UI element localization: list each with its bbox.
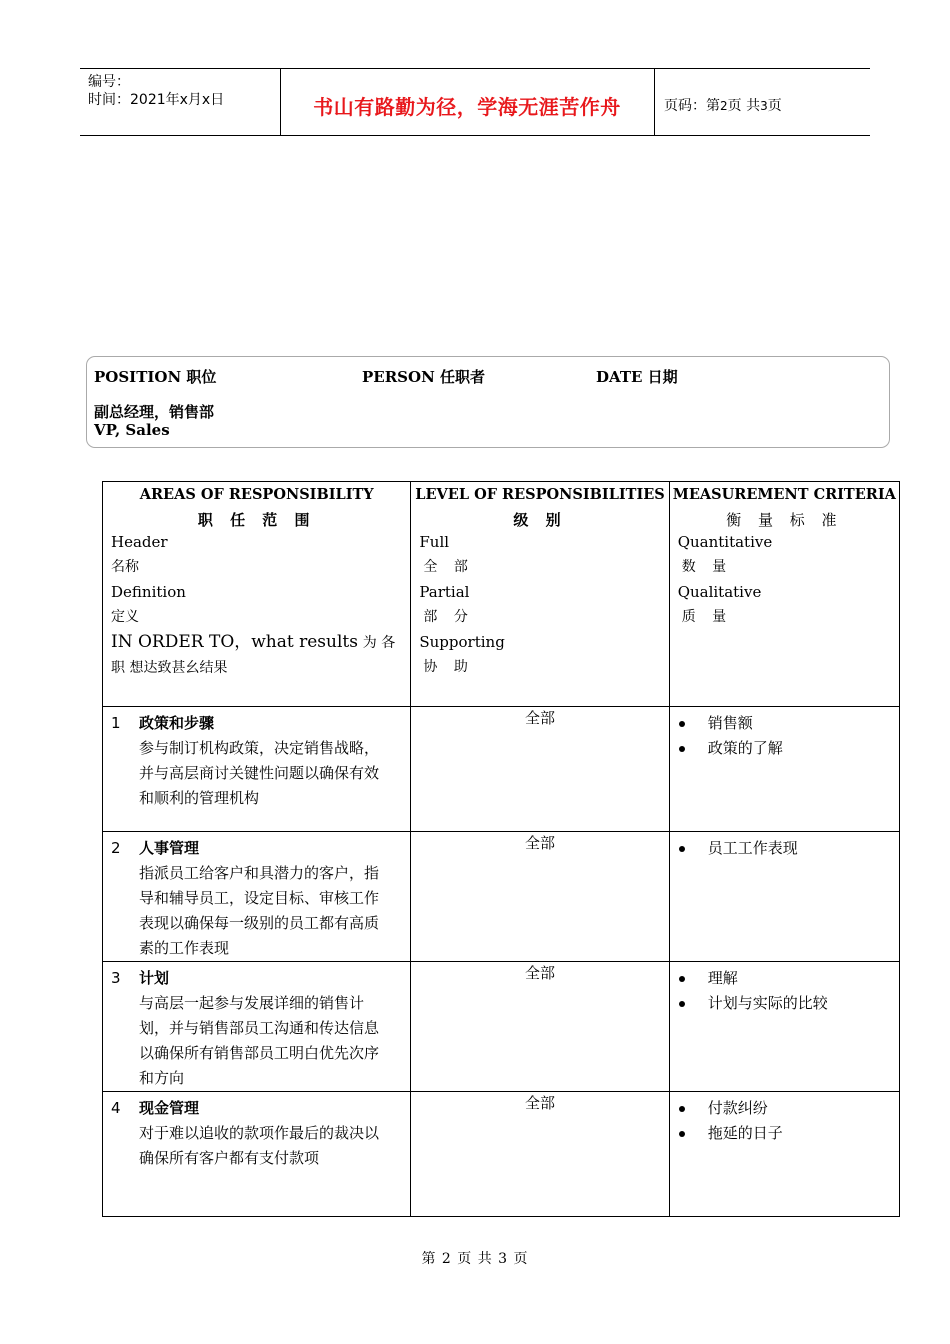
header-motto: 书山有路勤为径，学海无涯苦作舟 xyxy=(313,95,621,119)
row-title: 计划 xyxy=(139,969,170,987)
criteria-list xyxy=(670,711,899,761)
date-label: DATE 日期 xyxy=(596,368,678,386)
table-row xyxy=(103,832,900,962)
column-header-zh: 级 别 xyxy=(513,511,567,529)
description-line: 并与高层商讨关键性问题以确保有效 xyxy=(139,764,380,782)
legend-item: Full xyxy=(419,533,450,551)
legend-order-en: IN ORDER TO，what results xyxy=(111,632,358,652)
column-header-en: LEVEL OF RESPONSIBILITIES xyxy=(415,486,665,503)
row-title: 政策和步骤 xyxy=(139,714,215,732)
description-line: 与高层一起参与发展详细的销售计 xyxy=(139,994,365,1012)
level-cell: 全部 xyxy=(411,832,669,962)
area-cell xyxy=(103,707,411,832)
serial-label: 编号： xyxy=(88,74,130,90)
areas-legend xyxy=(103,530,410,681)
row-index: 3 xyxy=(111,969,121,987)
legend-item: 数 量 xyxy=(681,559,733,575)
header-page-number xyxy=(664,95,782,115)
list-item: 销售额 xyxy=(708,711,899,736)
levels-legend xyxy=(411,530,668,680)
legend-item: Header xyxy=(111,533,168,551)
description-line: 对于难以追收的款项作最后的裁决以 xyxy=(139,1124,380,1142)
criteria-cell xyxy=(669,707,899,832)
area-cell xyxy=(103,1092,411,1217)
row-title: 人事管理 xyxy=(139,839,200,857)
area-cell xyxy=(103,832,411,962)
page-prefix: 页码：第 xyxy=(664,98,720,114)
description-line: 和顺利的管理机构 xyxy=(139,789,260,807)
criteria-list xyxy=(670,1096,899,1146)
row-description xyxy=(103,861,410,961)
area-cell xyxy=(103,962,411,1092)
criteria-list xyxy=(670,966,899,1016)
description-line: 素的工作表现 xyxy=(139,939,230,957)
position-title xyxy=(94,403,214,439)
page-suffix: 页 xyxy=(767,98,782,114)
description-line: 参与制订机构政策，决定销售战略， xyxy=(139,739,380,757)
criteria-cell xyxy=(669,832,899,962)
legend-order-zh: 职 想达致甚幺结果 xyxy=(111,660,228,676)
table-row xyxy=(103,707,900,832)
page-header xyxy=(80,68,870,136)
description-line: 导和辅导员工，设定目标、审核工作 xyxy=(139,889,380,907)
header-meta xyxy=(88,73,278,109)
level-cell: 全部 xyxy=(411,962,669,1092)
row-description xyxy=(103,1121,410,1171)
criteria-legend xyxy=(670,530,899,630)
row-index: 2 xyxy=(111,839,121,857)
position-label: POSITION 职位 xyxy=(94,368,217,386)
list-item: 拖延的日子 xyxy=(708,1121,899,1146)
row-index: 1 xyxy=(111,714,121,732)
criteria-cell xyxy=(669,1092,899,1217)
description-line: 指派员工给客户和具潜力的客户，指 xyxy=(139,864,380,882)
table-header-row xyxy=(103,482,900,707)
position-title-en: VP, Sales xyxy=(94,421,170,439)
legend-item: Partial xyxy=(419,583,470,601)
column-header-en: AREAS OF RESPONSIBILITY xyxy=(139,486,374,503)
legend-order-zh: 为 各 xyxy=(362,635,396,651)
page-current: 2 xyxy=(720,99,728,113)
level-cell: 全部 xyxy=(411,1092,669,1217)
row-title: 现金管理 xyxy=(139,1099,200,1117)
date-label: 时间：2021年x月x日 xyxy=(88,92,225,108)
column-header-en: MEASUREMENT CRITERIA xyxy=(672,486,896,503)
list-item: 理解 xyxy=(708,966,899,991)
legend-item: 全 部 xyxy=(423,559,474,575)
legend-item: 协 助 xyxy=(423,659,474,675)
header-divider xyxy=(654,69,655,135)
legend-item: 定义 xyxy=(111,609,139,625)
description-line: 和方向 xyxy=(139,1069,185,1087)
column-header-zh: 职 任 范 围 xyxy=(197,511,316,529)
responsibility-table xyxy=(102,481,900,1217)
table-row xyxy=(103,962,900,1092)
page-mid: 页 共 xyxy=(727,98,761,114)
list-item: 付款纠纷 xyxy=(708,1096,899,1121)
legend-item: 质 量 xyxy=(681,609,733,625)
header-cell-criteria xyxy=(669,482,899,707)
column-header-zh: 衡 量 标 准 xyxy=(726,511,843,529)
row-description xyxy=(103,736,410,811)
legend-item: Quantitative xyxy=(677,533,773,551)
description-line: 以确保所有销售部员工明白优先次序 xyxy=(139,1044,380,1062)
description-line: 确保所有客户都有支付款项 xyxy=(139,1149,320,1167)
legend-item: 部 分 xyxy=(423,609,474,625)
position-title-zh: 副总经理，销售部 xyxy=(94,403,215,421)
position-box xyxy=(86,356,890,448)
row-index: 4 xyxy=(111,1099,121,1117)
criteria-cell xyxy=(669,962,899,1092)
description-line: 划，并与销售部员工沟通和传达信息 xyxy=(139,1019,380,1037)
header-cell-areas xyxy=(103,482,411,707)
legend-item: Qualitative xyxy=(677,583,762,601)
table-row xyxy=(103,1092,900,1217)
list-item: 计划与实际的比较 xyxy=(708,991,899,1016)
list-item: 员工工作表现 xyxy=(708,836,899,861)
legend-item: Definition xyxy=(111,583,186,601)
legend-item: 名称 xyxy=(111,559,139,575)
description-line: 表现以确保每一级别的员工都有高质 xyxy=(139,914,380,932)
page-total: 3 xyxy=(760,99,768,113)
criteria-list xyxy=(670,836,899,861)
header-cell-levels xyxy=(411,482,669,707)
level-cell: 全部 xyxy=(411,707,669,832)
person-label: PERSON 任职者 xyxy=(362,368,486,386)
page-footer: 第 2 页 共 3 页 xyxy=(421,1251,529,1267)
row-description xyxy=(103,991,410,1091)
list-item: 政策的了解 xyxy=(708,736,899,761)
legend-item: Supporting xyxy=(419,633,505,651)
